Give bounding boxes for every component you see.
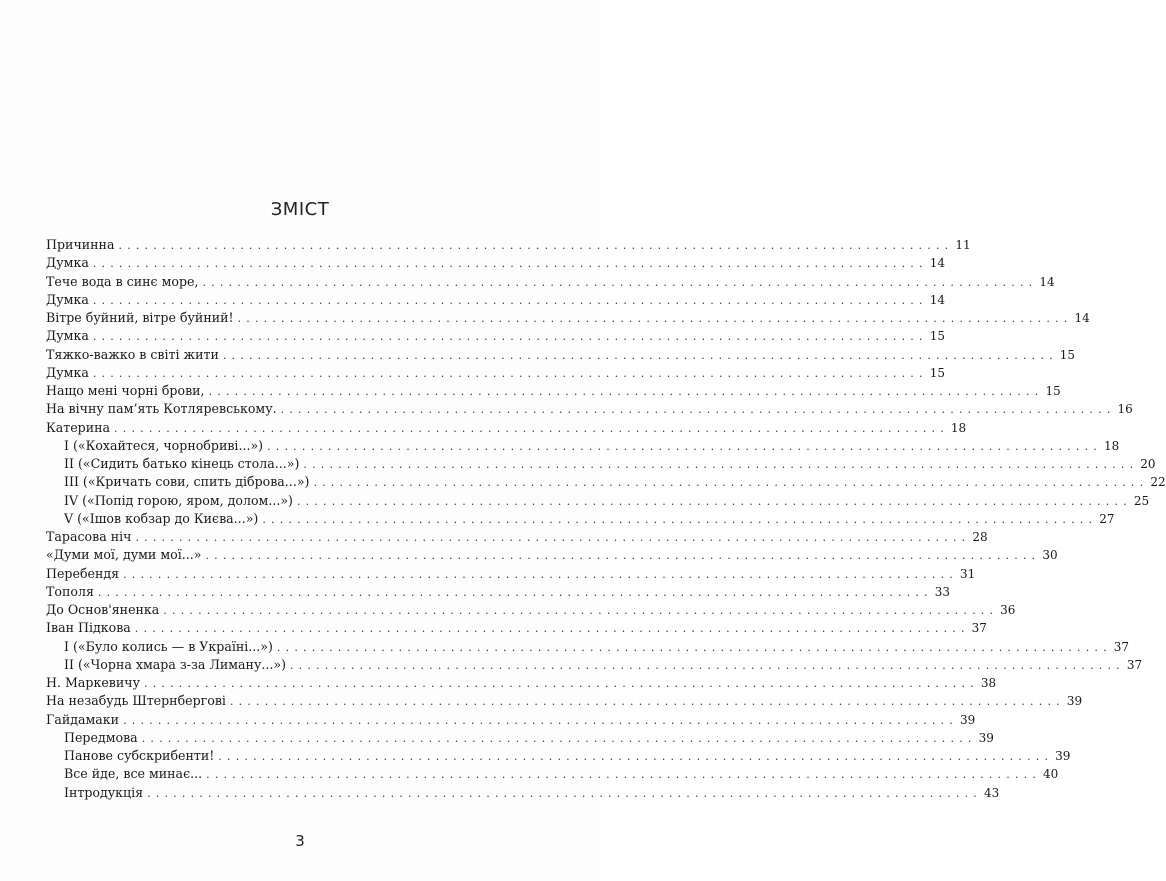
dot-leader: ................................................................................................ (134, 622, 970, 636)
dot-leader: ................................................................................................ (276, 640, 1112, 654)
dot-leader: ................................................................................................ (267, 439, 1102, 453)
toc-entry[interactable] (46, 765, 1059, 783)
toc-entry-page: 30 (1042, 548, 1058, 563)
toc-entry-page: 39 (1055, 749, 1071, 763)
toc-entry-page: 11 (955, 238, 971, 252)
toc-entry-title: Тарасова ніч (46, 529, 132, 544)
dot-leader: ................................................................................................ (92, 257, 928, 271)
toc-entry[interactable] (46, 273, 1055, 291)
toc-entry-title: Передмова (64, 729, 138, 745)
toc-entry-page: 14 (929, 292, 945, 307)
dot-leader: ................................................................................................ (229, 695, 1065, 709)
toc-entry[interactable] (46, 692, 1083, 710)
toc-entry-page: 33 (934, 584, 951, 599)
toc-entry-page: 39 (978, 730, 994, 745)
dot-leader: ................................................................................................ (208, 385, 1044, 398)
toc-entry-title: Думка (46, 255, 89, 271)
toc-entry-page: 38 (980, 676, 997, 690)
toc-entry-title: Нащо мені чорні брови, (46, 383, 205, 398)
dot-leader: ................................................................................................ (303, 458, 1139, 471)
toc-entry-title: Тяжко-важко в світі жити (46, 346, 219, 362)
toc-entry-page: 37 (1113, 639, 1130, 654)
toc-entry[interactable] (46, 327, 945, 345)
dot-leader: ................................................................................................ (92, 366, 928, 380)
toc-entry[interactable] (46, 747, 1071, 765)
dot-leader: ................................................................................................ (280, 403, 1116, 417)
toc-entry[interactable] (46, 583, 951, 601)
toc-entry-title: «Думи мої, думи мої...» (46, 547, 202, 563)
toc-entry-title: Катерина (46, 419, 111, 435)
dot-leader: ................................................................................................ (222, 348, 1058, 362)
toc-entry-title: Думка (46, 328, 89, 344)
dot-leader: ................................................................................................ (123, 713, 958, 727)
dot-leader: ................................................................................................ (144, 677, 979, 690)
toc-entry-page: 15 (1059, 347, 1076, 362)
toc-entry-page: 39 (959, 712, 976, 727)
toc-entry-title: Н. Маркевичу (46, 675, 140, 690)
toc-entry-title: Все йде, все минає... (64, 766, 203, 782)
toc-entry[interactable] (46, 784, 1000, 802)
toc-entry-title: IV («Попід горою, яром, долом...») (64, 492, 293, 508)
page-number: 3 (295, 832, 305, 850)
dot-leader: ................................................................................................ (206, 768, 1042, 782)
toc-entry-title: V («Ішов кобзар до Києва...») (64, 510, 259, 526)
dot-leader: ................................................................................................ (114, 421, 949, 435)
toc-entry[interactable] (46, 729, 994, 747)
toc-entry-page: 37 (971, 621, 987, 636)
dot-leader: ................................................................................................ (289, 658, 1125, 672)
toc-entry-title: Думка (46, 291, 89, 307)
toc-entry-page: 20 (1140, 457, 1156, 471)
dot-leader: ................................................................................................ (123, 567, 958, 581)
toc-entry[interactable] (46, 309, 1090, 327)
toc-entry-title: Перебендя (46, 565, 120, 581)
toc-entry[interactable] (46, 528, 988, 546)
toc-entry[interactable] (46, 254, 945, 272)
toc-entry[interactable] (46, 455, 1156, 473)
toc-entry-title: Іван Підкова (46, 620, 131, 636)
toc-entry[interactable] (46, 674, 997, 692)
toc-entry[interactable] (46, 711, 976, 729)
toc-entry[interactable] (46, 619, 987, 637)
toc-entry[interactable] (46, 601, 1016, 619)
toc-entry-title: Тополя (46, 583, 94, 599)
toc-entry[interactable] (46, 510, 1115, 528)
toc-entry-page: 43 (983, 785, 1000, 800)
toc-entry-page: 16 (1117, 402, 1133, 417)
toc-entry[interactable] (46, 382, 1061, 400)
toc-entry-page: 22 (1150, 475, 1166, 490)
toc-entry-page: 14 (1074, 311, 1090, 325)
dot-leader: ................................................................................................ (97, 585, 933, 599)
dot-leader: ................................................................................................ (118, 239, 954, 252)
toc-entry[interactable] (46, 473, 1166, 491)
toc-entry-title: Гайдамаки (46, 711, 120, 727)
toc-entry[interactable] (46, 656, 1143, 674)
toc-entry-title: II («Чорна хмара з-за Лиману...») (64, 656, 286, 672)
toc-entry-page: 36 (1000, 603, 1016, 617)
table-of-contents (46, 236, 1166, 802)
toc-entry-page: 18 (950, 420, 967, 435)
toc-entry-page: 28 (972, 530, 988, 544)
toc-entry-page: 15 (929, 329, 945, 344)
dot-leader: ................................................................................................ (262, 512, 1098, 526)
dot-leader: ................................................................................................ (202, 275, 1038, 289)
toc-entry-title: Тече вода в синє море, (46, 273, 199, 289)
dot-leader: ................................................................................................ (218, 750, 1054, 763)
toc-entry[interactable] (46, 400, 1133, 418)
toc-entry[interactable] (46, 492, 1150, 510)
toc-entry[interactable] (46, 638, 1130, 656)
toc-entry[interactable] (46, 291, 945, 309)
toc-entry-page: 25 (1133, 493, 1150, 508)
toc-entry[interactable] (46, 419, 967, 437)
toc-entry-page: 15 (929, 365, 945, 380)
toc-entry-page: 39 (1066, 694, 1083, 709)
toc-entry[interactable] (46, 364, 945, 382)
toc-entry-title: На вічну пам’ять Котляревському. (46, 401, 277, 417)
toc-entry-page: 31 (959, 566, 976, 581)
dot-leader: ................................................................................................ (163, 604, 999, 617)
toc-entry-page: 14 (929, 256, 945, 271)
toc-entry-title: I («Кохайтеся, чорнобриві...») (64, 437, 264, 453)
toc-entry[interactable] (46, 565, 976, 583)
toc-entry[interactable] (46, 236, 971, 254)
dot-leader: ................................................................................................ (135, 531, 971, 544)
toc-entry[interactable] (46, 437, 1120, 455)
dot-leader: ................................................................................................ (237, 312, 1073, 325)
toc-entry-title: Причинна (46, 237, 115, 252)
toc-entry-title: На незабудь Штернбергові (46, 693, 226, 709)
toc-entry-title: I («Було колись — в Україні...») (64, 638, 273, 654)
dot-leader: ................................................................................................ (92, 293, 928, 307)
toc-entry-title: До Основ'яненка (46, 602, 160, 617)
toc-entry-page: 37 (1126, 657, 1143, 672)
dot-leader: ................................................................................................ (147, 786, 982, 800)
toc-entry[interactable] (46, 546, 1058, 564)
toc-entry-title: Думка (46, 364, 89, 380)
toc-entry-page: 40 (1043, 767, 1059, 782)
toc-entry[interactable] (46, 346, 1076, 364)
dot-leader: ................................................................................................ (141, 731, 977, 745)
toc-entry-title: Вітре буйний, вітре буйний! (46, 310, 234, 325)
toc-entry-page: 15 (1045, 384, 1061, 398)
dot-leader: ................................................................................................ (92, 330, 928, 344)
dot-leader: ................................................................................................ (313, 476, 1149, 490)
dot-leader: ................................................................................................ (205, 549, 1041, 563)
toc-entry-title: Панове субскрибенти! (64, 748, 215, 763)
toc-entry-page: 18 (1103, 438, 1120, 453)
dot-leader: ................................................................................................ (296, 494, 1132, 508)
toc-entry-title: III («Кричать сови, спить діброва...») (64, 474, 310, 490)
toc-entry-title: II («Сидить батько кінець стола...») (64, 456, 300, 471)
toc-entry-page: 14 (1039, 274, 1055, 289)
page-title: ЗМІСТ (270, 199, 330, 220)
toc-entry-page: 27 (1099, 511, 1115, 526)
toc-entry-title: Інтродукція (64, 784, 144, 800)
